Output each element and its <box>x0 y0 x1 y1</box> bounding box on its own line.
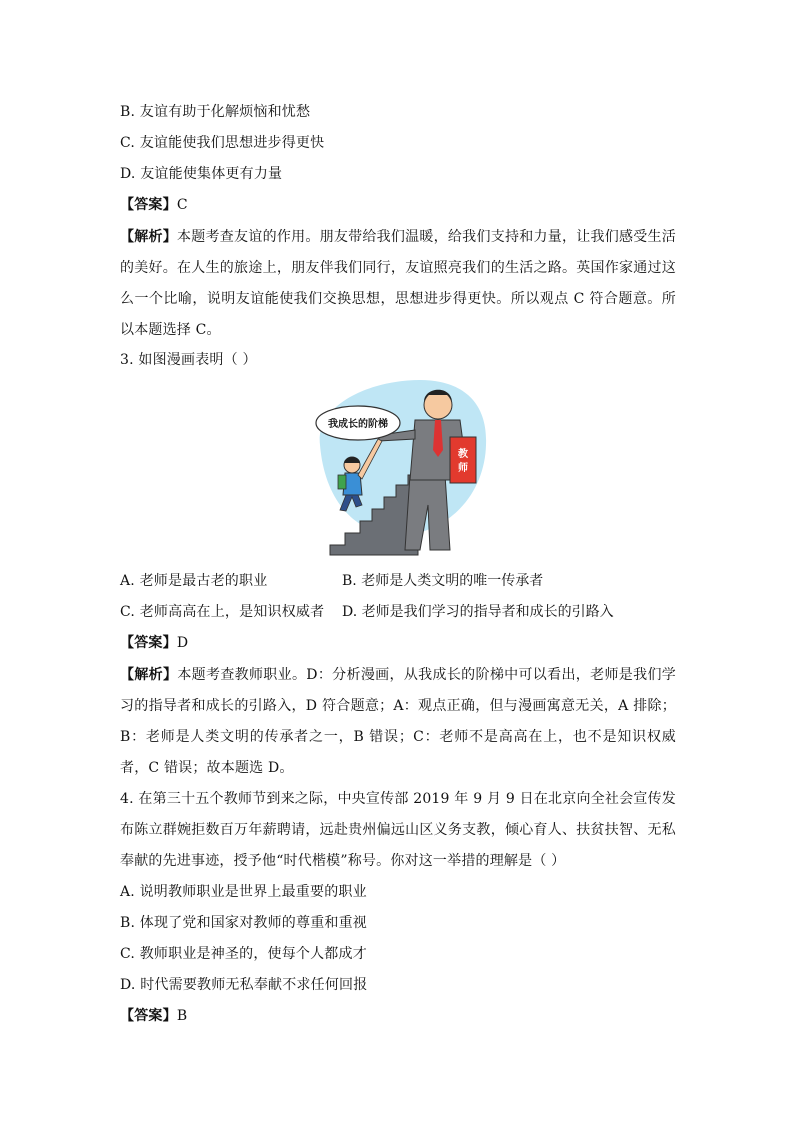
teacher-stairs-cartoon <box>310 375 492 558</box>
q3-option-a: A. 老师是最古老的职业 <box>120 573 268 589</box>
q4-option-d: D. 时代需要教师无私奉献不求任何回报 <box>120 977 368 993</box>
q2-option-d: D. 友谊能使集体更有力量 <box>120 166 283 182</box>
analysis-tag: 【解析】 <box>120 229 178 245</box>
child-backpack <box>338 475 346 489</box>
analysis-text: 本题考查教师职业。D：分析漫画，从我成长的阶梯中可以看出，老师是我们学习的指导者和成长的引路入，D 符合题意；A：观点正确，但与漫画寓意无关，A 排除；B：老师是人类文明的传承者之一，B 错误；C：老师不是高高在上，也不是知识权威者，C 错误；故本题选 D。 <box>120 667 676 776</box>
q2-option-c: C. 友谊能使我们思想进步得更快 <box>120 135 325 151</box>
q4-option-b: B. 体现了党和国家对教师的尊重和重视 <box>120 915 367 931</box>
q2-option-b: B. 友谊有助于化解烦恼和忧愁 <box>120 104 311 120</box>
answer-value: B <box>176 1008 188 1024</box>
q4-answer <box>120 1008 700 1024</box>
q3-option-d: D. 老师是我们学习的指导者和成长的引路入 <box>342 604 614 620</box>
q3-answer <box>120 635 700 651</box>
teacher-head <box>424 391 452 419</box>
book-label-1: 教 <box>458 449 468 460</box>
answer-tag: 【答案】 <box>120 1008 177 1024</box>
answer-value: D <box>176 635 189 651</box>
q3-option-c: C. 老师高高在上，是知识权威者 <box>120 604 325 620</box>
answer-tag: 【答案】 <box>120 635 177 651</box>
analysis-tag: 【解析】 <box>120 667 178 683</box>
q4-option-c: C. 教师职业是神圣的，使每个人都成才 <box>120 946 367 962</box>
book <box>450 437 476 483</box>
q3-stem: 3. 如图漫画表明（ ） <box>120 352 257 368</box>
q3-analysis <box>120 660 676 784</box>
q4-option-a: A. 说明教师职业是世界上最重要的职业 <box>120 884 367 900</box>
q2-analysis <box>120 222 676 346</box>
speech-bubble-text: 我成长的阶梯 <box>328 419 388 430</box>
answer-tag: 【答案】 <box>120 197 177 213</box>
analysis-text: 本题考查友谊的作用。朋友带给我们温暖，给我们支持和力量，让我们感受生活的美好。在人生的旅途上，朋友伴我们同行，友谊照亮我们的生活之路。英国作家通过这么一个比喻，说明友谊能使我们交换思想，思想进步得更快。所以观点 C 符合题意。所以本题选择 C。 <box>120 229 676 338</box>
q3-option-b: B. 老师是人类文明的唯一传承者 <box>342 573 544 589</box>
book-label-2: 师 <box>458 463 468 474</box>
q2-answer <box>120 197 700 213</box>
q4-stem: 4. 在第三十五个教师节到来之际，中央宣传部 2019 年 9 月 9 日在北京向全社会宣传发布陈立群婉拒数百万年薪聘请，远赴贵州偏远山区义务支教，倾心育人、扶贫扶智、无私奉献的先进事迹，授予他“时代楷模”称号。你对这一举措的理解是（ ） <box>120 791 676 869</box>
answer-value: C <box>176 197 188 213</box>
